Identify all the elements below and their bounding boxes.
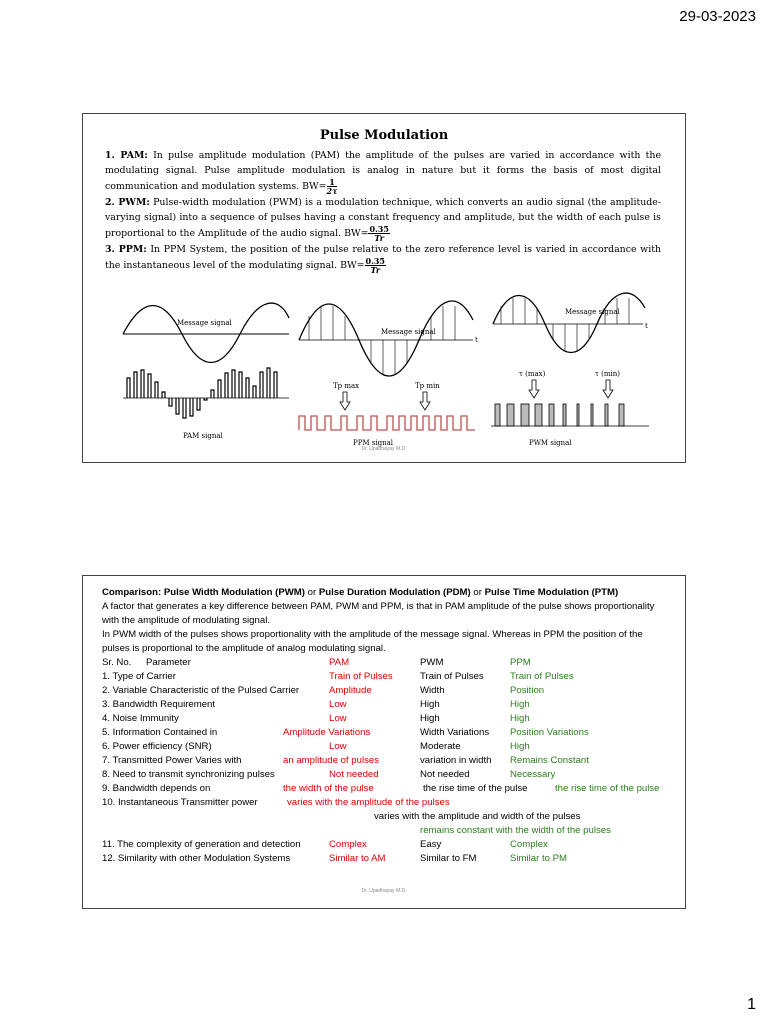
row-pwm-value: variation in width xyxy=(420,755,492,766)
table-row xyxy=(102,838,670,852)
ppm-signal-label: PPM signal xyxy=(353,439,394,447)
slide2-credit: Dr. Upadhayay M.D. xyxy=(361,888,407,894)
intro-paragraph-1: A factor that generates a key difference between PAM, PWM and PPM, is that in PAM amplitude of the pulse shows proportionality with the amplitude of modulating signal. xyxy=(102,601,655,626)
row-ppm-value: Necessary xyxy=(510,769,556,780)
row-pam-value: the width of the pulse xyxy=(283,783,374,794)
pwm-pulses xyxy=(495,404,624,426)
row-pam-value: Low xyxy=(329,713,347,724)
ppm-arrow-min-icon xyxy=(420,392,430,410)
header-sr: Sr. No. xyxy=(102,657,132,668)
title-or-1: or xyxy=(304,587,319,598)
row-ppm-value: High xyxy=(510,699,530,710)
pwm-message-wave xyxy=(493,293,645,352)
row-pwm-value: Train of Pulses xyxy=(420,671,484,682)
slide-body xyxy=(105,148,661,274)
header-pwm: PWM xyxy=(420,657,444,668)
slide-pulse-modulation xyxy=(82,113,686,463)
table-row xyxy=(102,670,670,684)
pam-paragraph xyxy=(105,148,661,195)
row-pwm-value: Easy xyxy=(420,839,442,850)
ppm-message-wave xyxy=(299,301,473,376)
row-ppm-value: Position Variations xyxy=(510,727,589,738)
row-parameter: 8. Need to transmit synchronizing pulses xyxy=(102,769,275,780)
row-pwm-value: Width xyxy=(420,685,445,696)
ppm-bw-fraction xyxy=(365,257,386,274)
ppm-message-label: Message signal xyxy=(381,328,436,336)
fraction-denominator: 2τ xyxy=(326,186,338,196)
row-pwm-value: Similar to FM xyxy=(420,853,477,864)
pam-pulses xyxy=(127,368,277,418)
pwm-text: Pulse-width modulation (PWM) is a modulation technique, which converts an audio signal (the amplitude-varying signal) into a sequence of pulses having a constant frequency and amplitude, but the width of each pulse is proportional to the Amplitude of the audio signal. BW= xyxy=(105,197,662,239)
header-date: 29-03-2023 xyxy=(679,8,756,25)
ppm-figure xyxy=(295,292,485,448)
header-ppm: PPM xyxy=(510,657,531,668)
pwm-arrow-max-icon xyxy=(529,380,539,398)
row-parameter: 9. Bandwidth depends on xyxy=(102,783,211,794)
fraction-numerator: 0.35 xyxy=(365,256,385,266)
fraction-numerator: 1 xyxy=(327,178,338,187)
pwm-figure xyxy=(489,288,657,448)
page-number: 1 xyxy=(747,996,756,1013)
ppm-label: 3. PPM: xyxy=(105,244,147,255)
pam-text: In pulse amplitude modulation (PAM) the amplitude of the pulses are varied in accordance with the modulating signal. Pulse amplitude modulation is analog in nature but it forms the basis of most digital communication and modulation systems. BW= xyxy=(105,150,661,192)
row-pam-value: Train of Pulses xyxy=(329,671,393,682)
row-pam-value: Low xyxy=(329,699,347,710)
pam-signal-label: PAM signal xyxy=(183,432,223,440)
table-row-continuation xyxy=(102,810,670,824)
ppm-tp-min-label: Tp min xyxy=(415,382,440,390)
pwm-arrow-min-icon xyxy=(603,380,613,398)
row-pam-value: Not needed xyxy=(329,769,379,780)
fraction-denominator: Tr xyxy=(374,233,384,243)
table-row xyxy=(102,852,670,866)
row-parameter: 11. The complexity of generation and detection xyxy=(102,839,301,850)
pwm-t-axis: t xyxy=(645,322,648,330)
row-parameter: 3. Bandwidth Requirement xyxy=(102,699,216,710)
slide-title: Pulse Modulation xyxy=(319,128,449,143)
table-row xyxy=(102,740,670,754)
table-row xyxy=(102,768,670,782)
slide1-credit: Dr. Upadhayay M.D. xyxy=(361,446,407,452)
row-pwm-value: High xyxy=(420,713,440,724)
ppm-paragraph xyxy=(105,242,661,274)
ppm-text: In PPM System, the position of the pulse relative to the zero reference level is varied in accordance with the instantaneous level of the modulating signal. BW= xyxy=(105,244,661,271)
row-parameter: 10. Instantaneous Transmitter power xyxy=(102,797,258,808)
row-ppm-value: Position xyxy=(510,685,545,696)
row-parameter: 4. Noise Immunity xyxy=(102,713,179,724)
row-pwm-value: the rise time of the pulse xyxy=(423,783,528,794)
row-ppm-value: the rise time of the pulse xyxy=(555,783,660,794)
row-pam-value: Similar to AM xyxy=(329,853,386,864)
table-header xyxy=(102,656,670,670)
table-row xyxy=(102,684,670,698)
row-pam-value: Complex xyxy=(329,839,367,850)
row-parameter: 2. Variable Characteristic of the Pulsed Carrier xyxy=(102,685,300,696)
row-pwm-value: Width Variations xyxy=(420,727,490,738)
title-ptm: Pulse Time Modulation (PTM) xyxy=(484,587,619,598)
row-pam-value: Low xyxy=(329,741,347,752)
pwm-tau-max-label: τ (max) xyxy=(519,370,546,378)
pwm-tau-min-label: τ (min) xyxy=(595,370,620,378)
comparison-body xyxy=(102,586,670,866)
pam-message-label: Message signal xyxy=(177,319,232,327)
table-row xyxy=(102,796,670,810)
row-pam-value: varies with the amplitude of the pulses xyxy=(287,797,450,808)
pwm-label: 2. PWM: xyxy=(105,197,150,208)
row-ppm-value: High xyxy=(510,741,530,752)
header-parameter: Parameter xyxy=(146,657,191,668)
ppm-arrow-max-icon xyxy=(340,392,350,410)
ppm-t-axis: t xyxy=(475,336,478,344)
pwm-bw-fraction xyxy=(368,225,389,242)
pam-figure xyxy=(119,300,295,446)
header-pam: PAM xyxy=(329,657,350,668)
table-row xyxy=(102,726,670,740)
fraction-denominator: Tr xyxy=(370,265,381,275)
row-parameter: 12. Similarity with other Modulation Systems xyxy=(102,853,291,864)
intro-paragraph-2: In PWM width of the pulses shows proportionality with the amplitude of the message signal. Whereas in PPM the position of the pulses is proportional to the amplitude of analog modulating signal. xyxy=(102,629,643,654)
table-row xyxy=(102,782,670,796)
table-row xyxy=(102,754,670,768)
row-ppm-value: Remains Constant xyxy=(510,755,589,766)
slide-comparison xyxy=(82,575,686,909)
row-ppm-value: Complex xyxy=(510,839,548,850)
pwm-message-label: Message signal xyxy=(565,308,620,316)
ppm-tp-max-label: Tp max xyxy=(333,382,360,390)
title-or-2: or xyxy=(470,587,485,598)
row-pam-value: Amplitude Variations xyxy=(283,727,371,738)
row-pwm-value: Not needed xyxy=(420,769,470,780)
row-parameter: 5. Information Contained in xyxy=(102,727,218,738)
row-ppm-value: Similar to PM xyxy=(510,853,568,864)
row-pam-value: an amplitude of pulses xyxy=(283,755,379,766)
comparison-title xyxy=(102,586,670,600)
row-ppm-value: Train of Pulses xyxy=(510,671,574,682)
title-pdm: Pulse Duration Modulation (PDM) xyxy=(318,587,471,598)
fraction-numerator: 0.35 xyxy=(369,224,389,234)
table-row-continuation xyxy=(102,824,670,838)
row-parameter: 6. Power efficiency (SNR) xyxy=(102,741,212,752)
row-parameter: 7. Transmitted Power Varies with xyxy=(102,755,242,766)
row-parameter: 1. Type of Carrier xyxy=(102,671,176,682)
pam-bw-fraction xyxy=(327,178,338,195)
row-pwm-value: High xyxy=(420,699,440,710)
row-ppm-value: remains constant with the width of the pulses xyxy=(420,825,611,836)
table-row xyxy=(102,698,670,712)
pwm-signal-label: PWM signal xyxy=(529,439,572,447)
pam-label: 1. PAM: xyxy=(105,150,148,161)
ppm-pulses xyxy=(299,416,475,430)
row-pwm-value: Moderate xyxy=(420,741,461,752)
row-pam-value: Amplitude xyxy=(329,685,372,696)
row-ppm-value: High xyxy=(510,713,530,724)
pam-message-wave xyxy=(123,303,289,362)
pwm-paragraph xyxy=(105,195,661,242)
table-row xyxy=(102,712,670,726)
row-pwm-value: varies with the amplitude and width of the pulses xyxy=(374,811,581,822)
title-pwm: Comparison: Pulse Width Modulation (PWM) xyxy=(102,587,305,598)
